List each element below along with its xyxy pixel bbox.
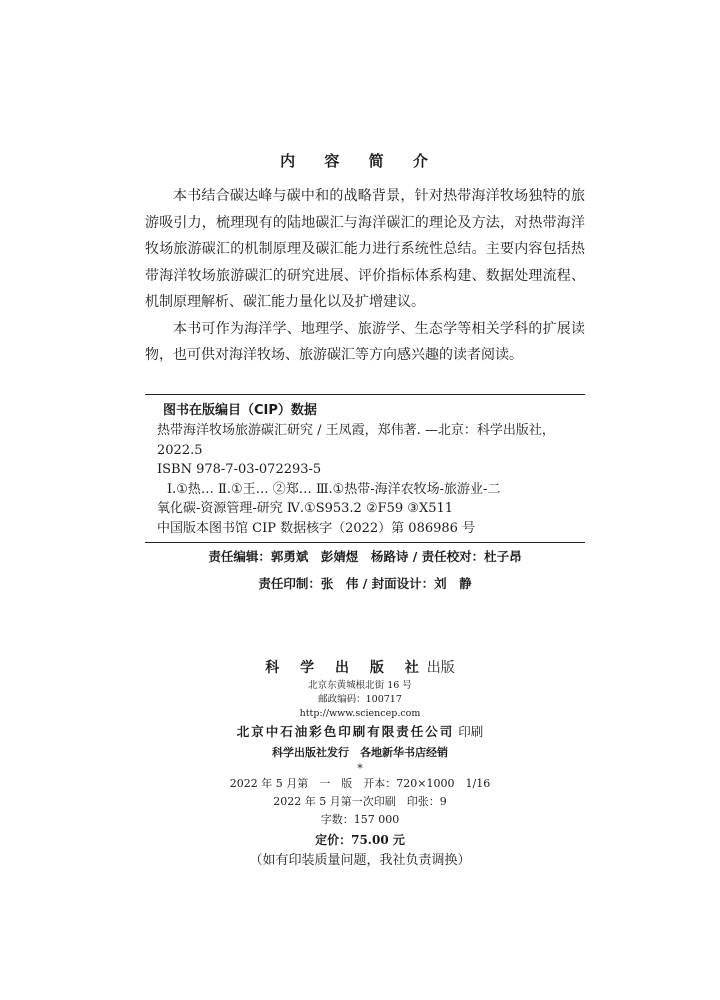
cip-year-line: 2022.5: [157, 442, 203, 458]
cip-bibliographic-line: 热带海洋牧场旅游碳汇研究 / 王凤霞，郑伟著. —北京：科学出版社，: [157, 423, 555, 438]
summary-paragraph-2: 本书可作为海洋学、地理学、旅游学、生态学等相关学科的扩展读物，也可供对海洋牧场、旅游碳汇等方向感兴趣的读者阅读。: [145, 320, 585, 363]
distribution-line: 科学出版社发行 各地新华书店经销: [272, 746, 448, 759]
cip-title: 图书在版编目（CIP）数据: [163, 403, 317, 418]
summary-paragraph-1: 本书结合碳达峰与碳中和的战略背景，针对热带海洋牧场独特的旅游吸引力，梳理现有的陆地碳汇与海洋碳汇的理论及方法，对热带海洋牧场旅游碳汇的机制原理及碳汇能力进行系统性总结。主要内容包括热带海洋牧场旅游碳汇的研究进展、评价指标体系构建、数据处理流程、机制原理解析、碳汇能力量化以及扩增建议。: [145, 188, 585, 310]
cip-data-block: [145, 394, 585, 543]
printer-name: 北京中石油彩色印刷有限责任公司: [236, 724, 455, 739]
printer-line: [190, 721, 530, 743]
publisher-postcode: 邮政编码：100717: [318, 694, 402, 705]
publisher-website: http://www.sciencep.com: [299, 708, 421, 719]
credits-block: [145, 543, 585, 597]
quality-note: （如有印装质量问题，我社负责调换）: [249, 853, 471, 868]
edition-line: 2022 年 5 月第 一 版 开本：720×1000 1/16: [229, 777, 491, 790]
cip-number: 中国版本图书馆 CIP 数据核字（2022）第 086986 号: [157, 520, 476, 536]
price: 定价：75.00 元: [315, 833, 405, 847]
printing-line: 2022 年 5 月第一次印刷 印张：9: [273, 795, 447, 808]
publisher-line: [190, 657, 530, 679]
printer-suffix: 印刷: [458, 724, 484, 739]
cip-classification-line-2: 氧化碳-资源管理-研究 Ⅳ.①S953.2 ②F59 ③X511: [157, 501, 454, 516]
content-summary: [145, 183, 585, 369]
page-title: 内 容 简 介: [280, 152, 440, 170]
separator-star: *: [357, 762, 363, 775]
cip-classification-line-1: Ⅰ.①热… Ⅱ.①王… ②郑… Ⅲ.①热带-海洋农牧场-旅游业-二: [167, 481, 501, 497]
editors-line: 责任编辑：郭勇斌 彭婧煜 杨路诗 / 责任校对：杜子昂: [208, 549, 522, 564]
cip-isbn: ISBN 978-7-03-072293-5: [157, 462, 322, 477]
publication-block: [190, 657, 530, 871]
publisher-name: 科 学 出 版 社: [265, 660, 427, 676]
production-line: 责任印制：张 伟 / 封面设计：刘 静: [258, 576, 472, 591]
publisher-suffix: 出版: [426, 660, 455, 676]
word-count: 字数：157 000: [320, 813, 400, 826]
publisher-address: 北京东黄城根北街 16 号: [308, 680, 412, 691]
